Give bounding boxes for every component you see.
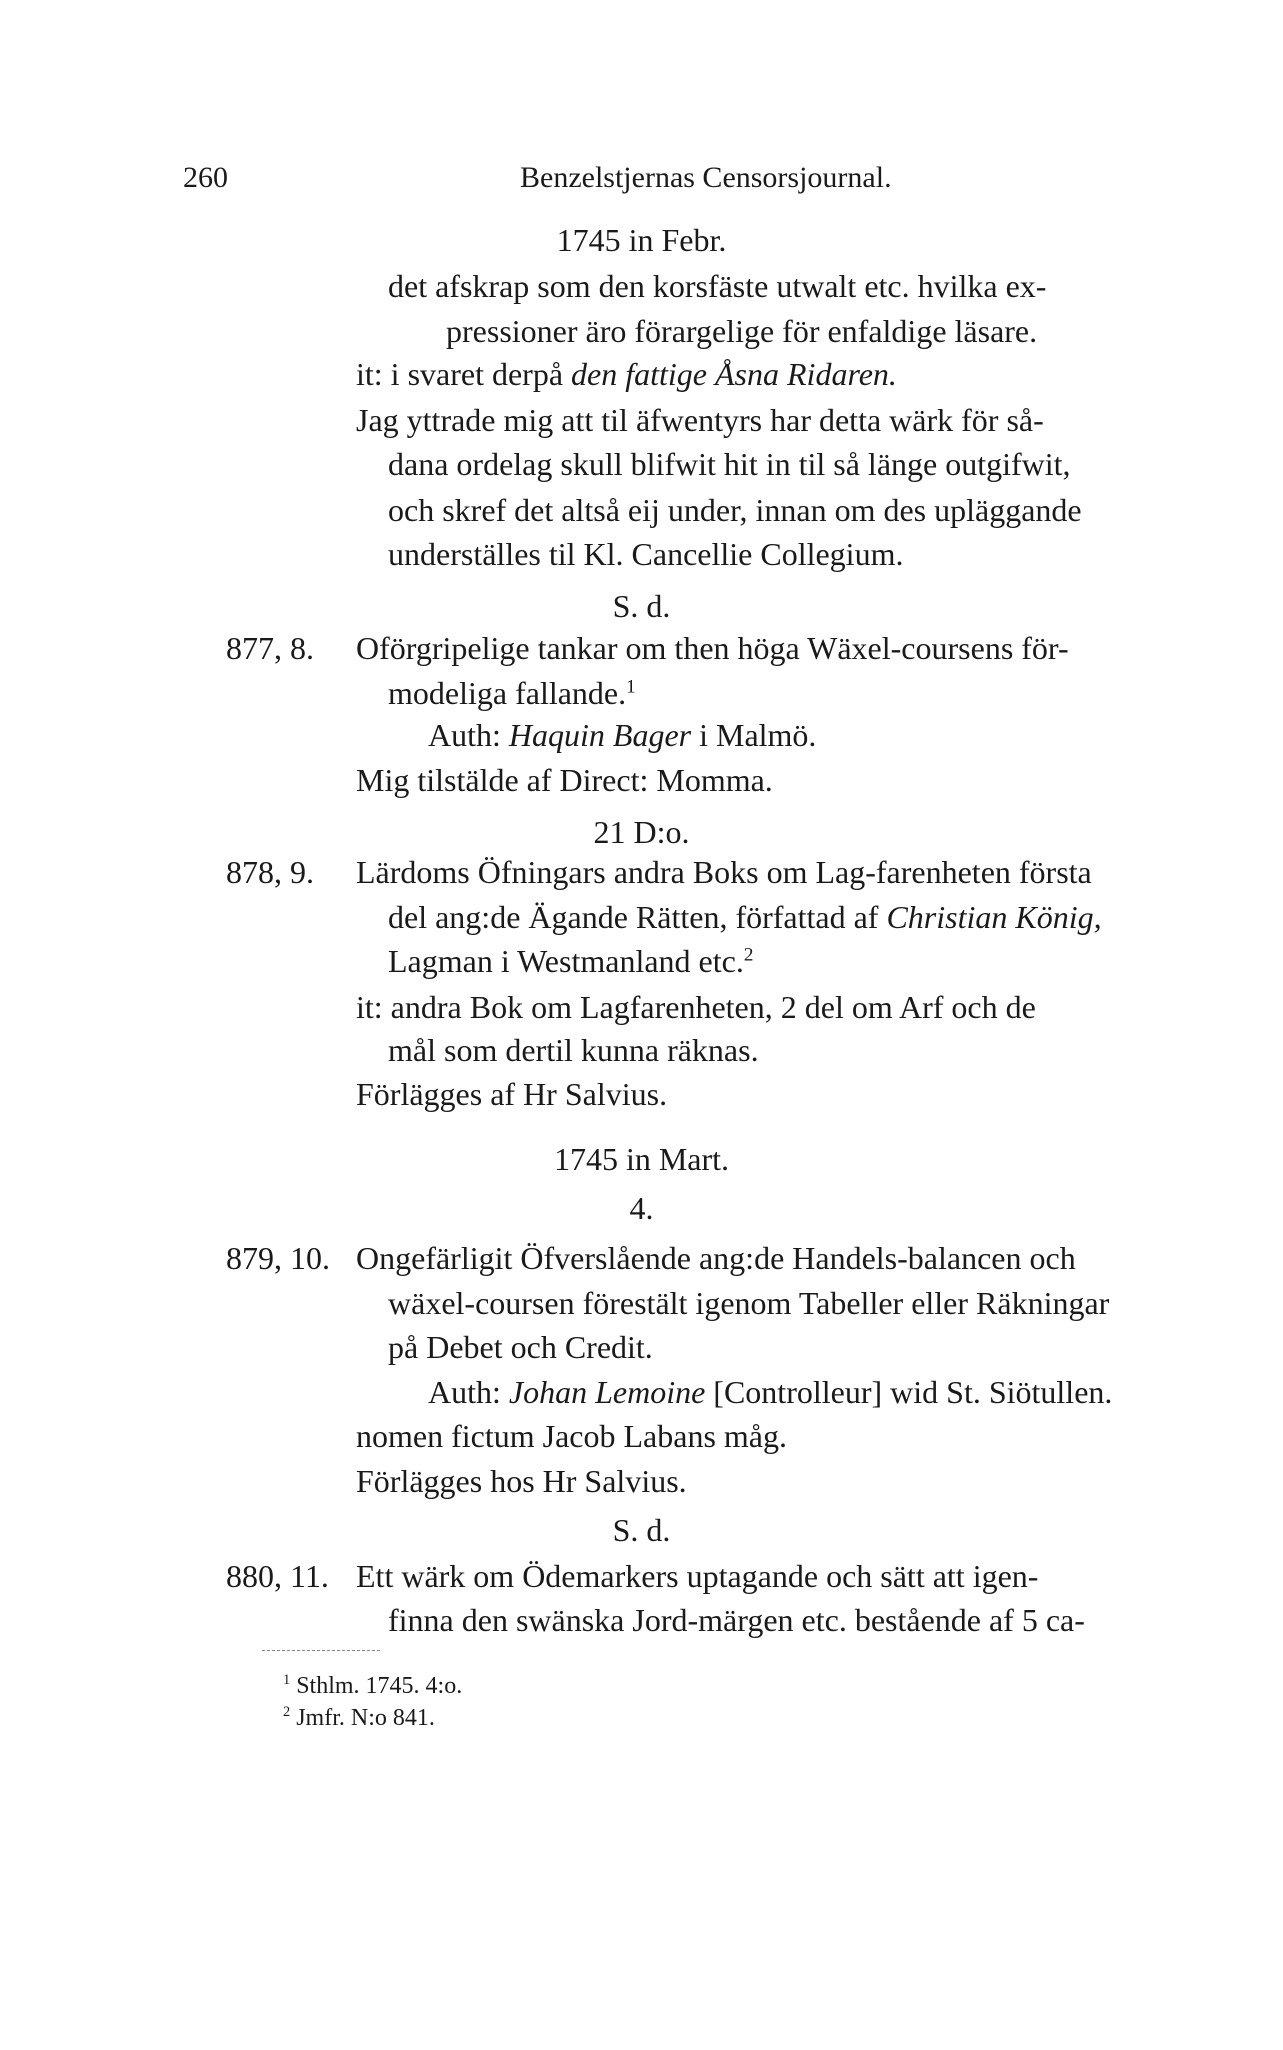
date-heading-mart: 1745 in Mart.	[553, 1141, 730, 1177]
text-line: och skref det altså eij under, innan om des upläggande	[388, 492, 1082, 528]
text-line: mål som dertil kunna räknas.	[388, 1032, 759, 1068]
text-line: Ett wärk om Ödemarkers uptagande och sätt att igen-	[356, 1558, 1039, 1594]
date-heading-sd: S. d.	[612, 588, 671, 624]
footnote-mark: 2	[283, 1704, 291, 1720]
text-line: Jag yttrade mig att til äfwentyrs har detta wärk för så-	[356, 402, 1044, 438]
entry-number: 877, 8.	[226, 630, 314, 666]
text-line: del ang:de Ägande Rätten, författad af Christian König,	[388, 899, 1102, 935]
footnote-mark: 1	[283, 1672, 291, 1688]
text-line: pressioner äro förargelige för enfaldige läsare.	[446, 313, 1038, 349]
entry-number: 878, 9.	[226, 854, 314, 890]
date-heading-sd: S. d.	[612, 1512, 671, 1548]
footnote-ref: 1	[626, 676, 636, 698]
text-line: Lärdoms Öfningars andra Boks om Lag-farenheten första	[356, 854, 1092, 890]
text-line: det afskrap som den korsfäste utwalt etc. hvilka ex-	[388, 268, 1047, 304]
author-name: Christian König,	[886, 899, 1102, 935]
text-line: Auth: Haquin Bager i Malmö.	[428, 717, 817, 753]
text-line: Auth: Johan Lemoine [Controlleur] wid St. Siötullen.	[428, 1374, 1113, 1410]
text-line: Oförgripelige tankar om then höga Wäxel-coursens för-	[356, 630, 1069, 666]
text-line: modeliga fallande.$^1$	[388, 675, 636, 711]
text-line: finna den swänska Jord-märgen etc. bestående af 5 ca-	[388, 1602, 1085, 1638]
italic-title: den fattige Åsna Ridaren.	[571, 356, 897, 392]
footnote-rule	[262, 1650, 380, 1651]
text-line: Förlägges hos Hr Salvius.	[356, 1463, 687, 1499]
entry-number: 880, 11.	[226, 1558, 329, 1594]
text-line: Ongefärligit Öfverslående ang:de Handels-balancen och	[356, 1240, 1076, 1276]
footnote: $^1$ Sthlm. 1745. 4:o.	[283, 1672, 463, 1699]
page-number: 260	[183, 161, 228, 194]
author-name: Johan Lemoine	[508, 1374, 706, 1410]
text-line: it: andra Bok om Lagfarenheten, 2 del om Arf och de	[356, 989, 1036, 1025]
date-heading-21: 21 D:o.	[593, 814, 690, 850]
date-heading-febr: 1745 in Febr.	[556, 222, 727, 258]
author-name: Haquin Bager	[508, 717, 692, 753]
text-line: it: i svaret derpå den fattige Åsna Ridaren.	[356, 356, 897, 392]
running-head: Benzelstjernas Censorsjournal.	[520, 161, 892, 194]
text-line: Mig tilstälde af Direct: Momma.	[356, 762, 773, 798]
text-line: Lagman i Westmanland etc.$^2$	[388, 943, 754, 979]
text-line: på Debet och Credit.	[388, 1329, 653, 1365]
entry-number: 879, 10.	[226, 1240, 330, 1276]
footnote-ref: 2	[743, 944, 754, 966]
text-line: dana ordelag skull blifwit hit in til så länge outgifwit,	[388, 446, 1071, 482]
date-heading-day: 4.	[629, 1190, 654, 1226]
text-line: underställes til Kl. Cancellie Collegium.	[388, 536, 904, 572]
text-line: Förlägges af Hr Salvius.	[356, 1076, 668, 1112]
footnote: $^2$ Jmfr. N:o 841.	[283, 1704, 435, 1731]
text-line: nomen fictum Jacob Labans måg.	[356, 1418, 787, 1454]
text-line: wäxel-coursen förestält igenom Tabeller eller Räkningar	[388, 1285, 1110, 1321]
